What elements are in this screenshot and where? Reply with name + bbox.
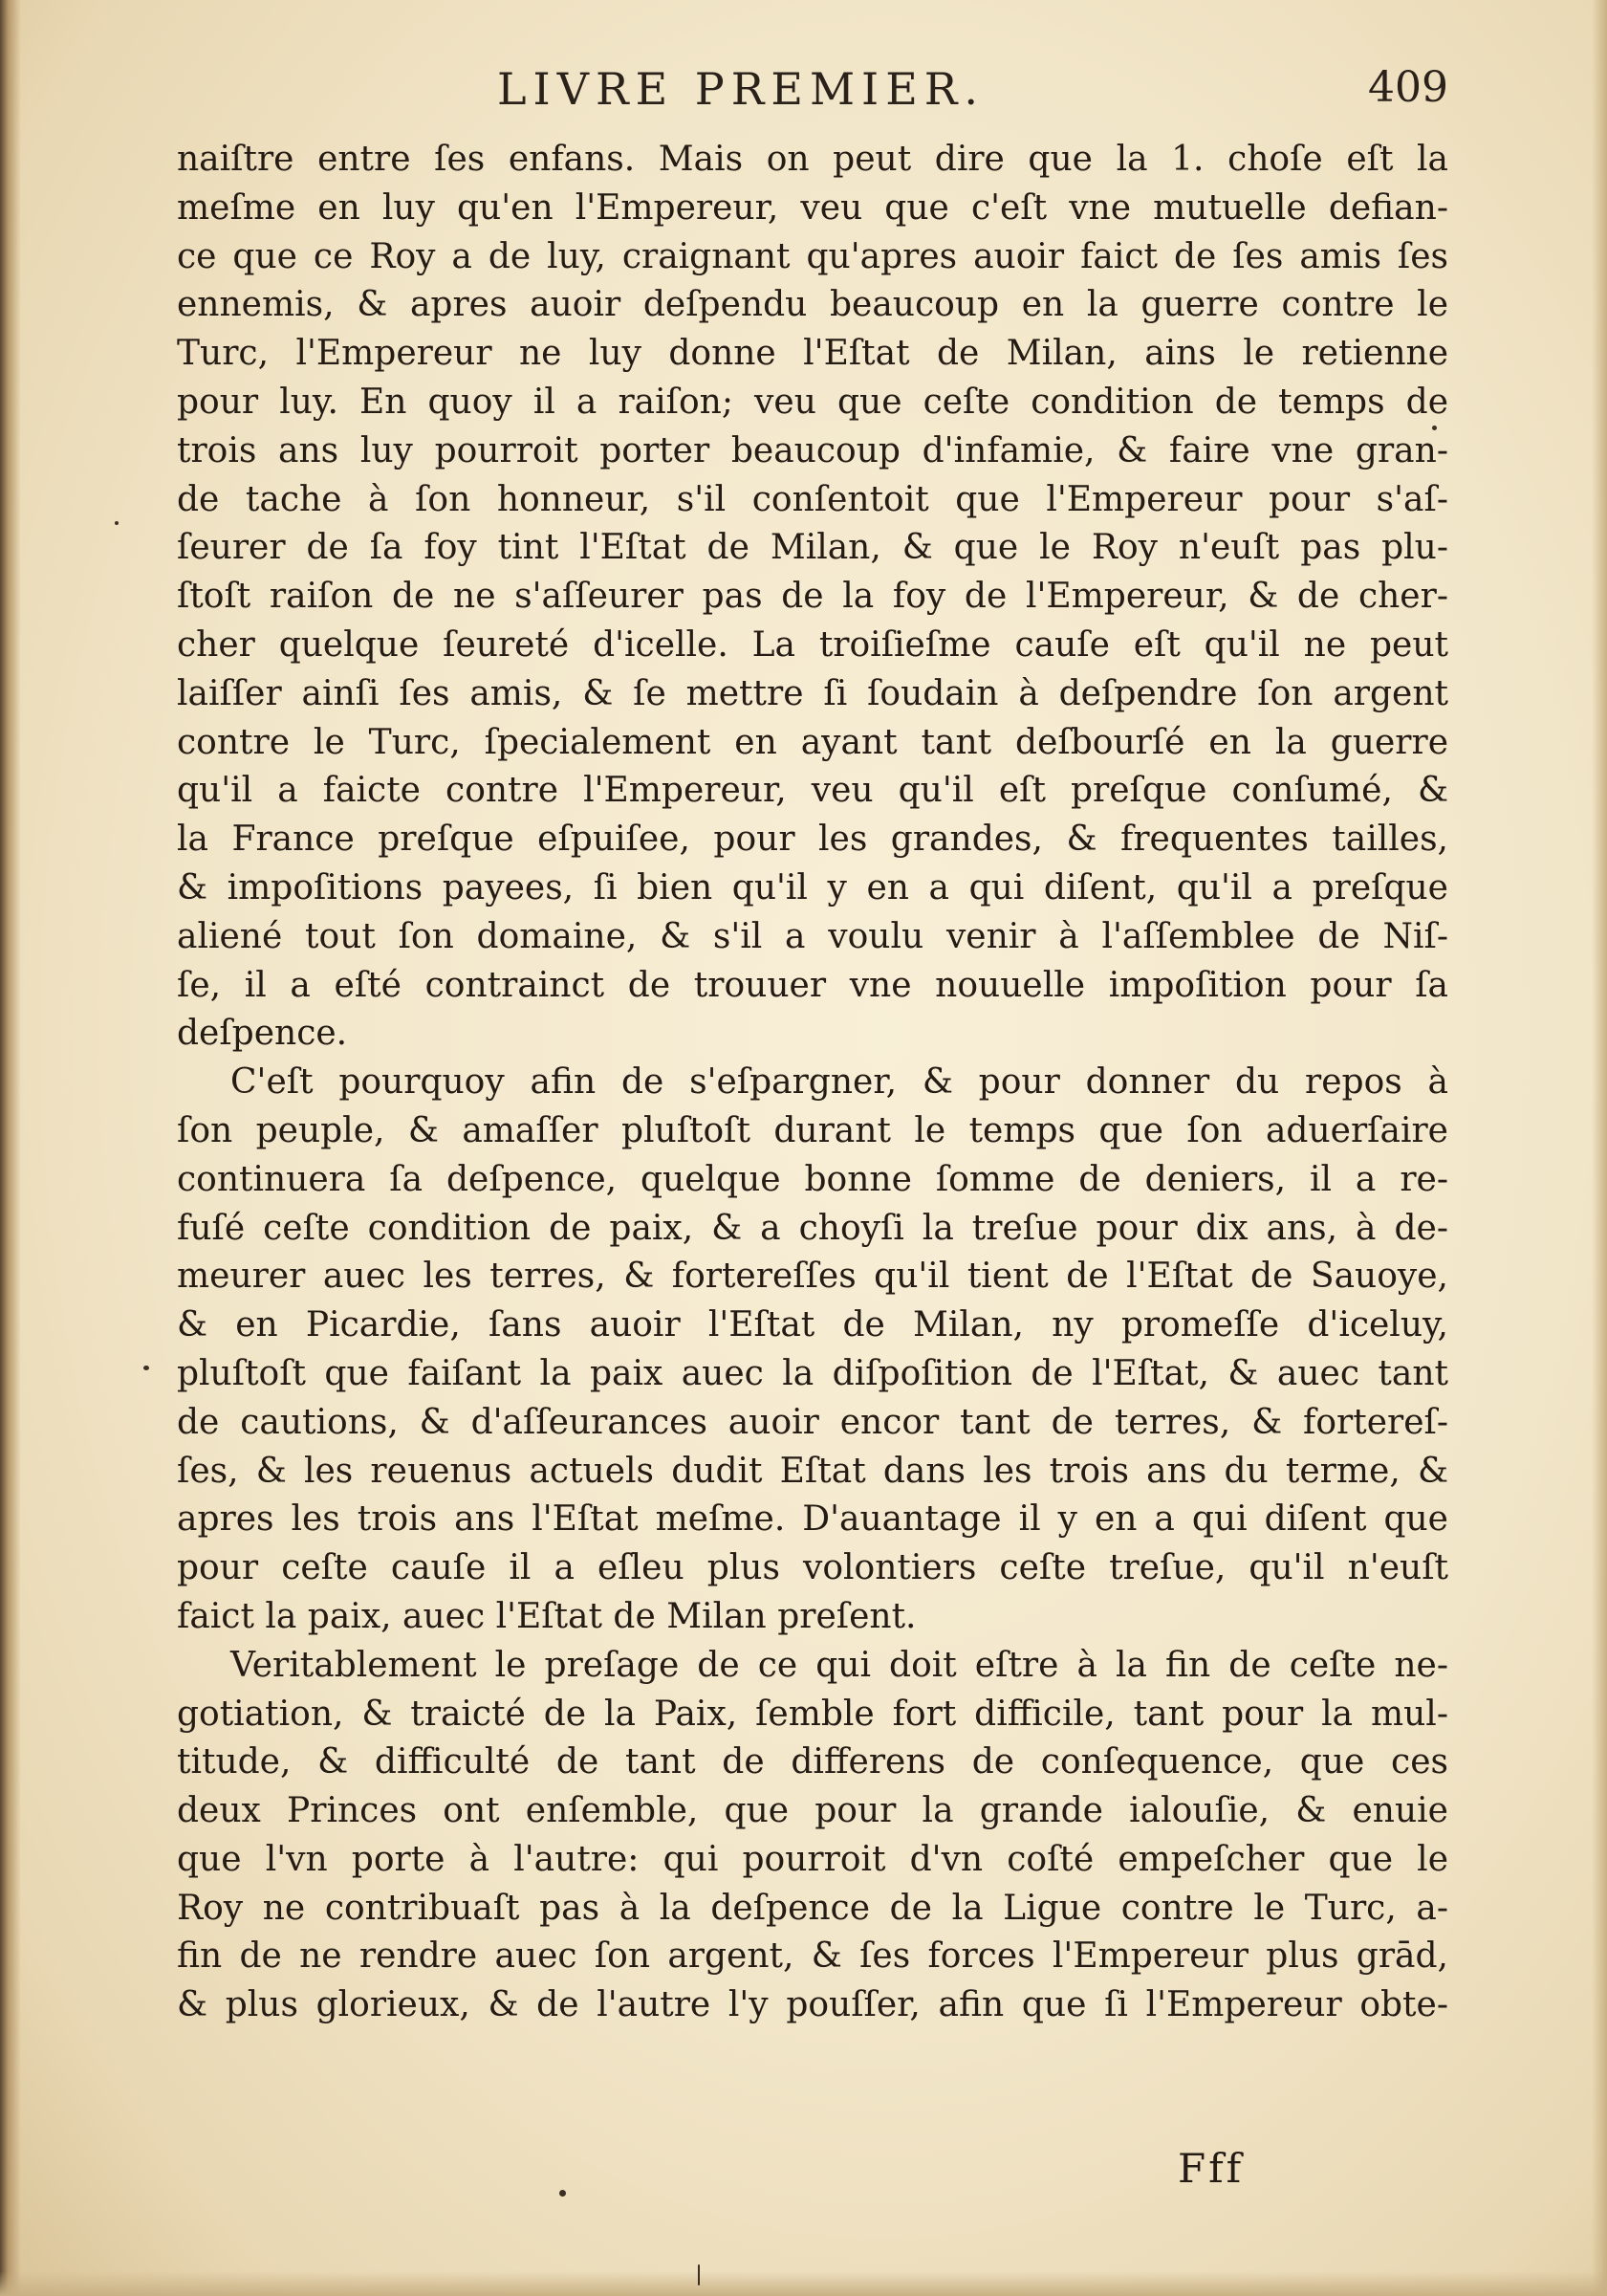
text-line: ſes, & les reuenus actuels dudit Eſtat dans les trois ans du terme, &	[177, 1451, 1448, 1491]
text-line: ſeurer de ſa foy tint l'Eſtat de Milan, & que le Roy n'euſt pas plu-	[177, 528, 1448, 568]
body-text	[177, 136, 1448, 2030]
text-line: continuera ſa deſpence, quelque bonne ſomme de deniers, il a re-	[177, 1159, 1448, 1199]
page-edge-right	[1592, 0, 1607, 2296]
text-line: la France preſque eſpuiſee, pour les grandes, & frequentes tailles,	[177, 820, 1448, 860]
page-edge-bottom	[0, 2271, 1607, 2296]
page-edge-left	[0, 0, 21, 2296]
text-line: & plus glorieux, & de l'autre l'y pouſſer, afin que ſi l'Empereur obte-	[177, 1985, 1448, 2025]
page-header	[177, 59, 1448, 126]
text-line: meſme en luy qu'en l'Empereur, veu que c'eſt vne mutuelle defian-	[177, 187, 1448, 228]
text-line: titude, & difficulté de tant de differens de conſequence, que ces	[177, 1742, 1448, 1782]
text-line: fuſé ceſte condition de paix, & a choyſi la treſue pour dix ans, à de-	[177, 1208, 1448, 1248]
text-line: fin de ne rendre auec ſon argent, & ſes forces l'Empereur plus grād,	[177, 1936, 1448, 1977]
text-line: de tache à ſon honneur, s'il conſentoit que l'Empereur pour s'aſ-	[177, 479, 1448, 519]
text-line: ennemis, & apres auoir deſpendu beaucoup en la guerre contre le	[177, 285, 1448, 325]
text-line: aliené tout ſon domaine, & s'il a voulu venir à l'aſſemblee de Niſ-	[177, 916, 1448, 956]
ink-speck	[559, 2190, 566, 2197]
text-line: pluſtoſt que faiſant la paix auec la diſpoſition de l'Eſtat, & auec tant	[177, 1353, 1448, 1393]
signature-mark: Fff	[1178, 2145, 1245, 2192]
text-line: Roy ne contribuaſt pas à la deſpence de la Ligue contre le Turc, a-	[177, 1888, 1448, 1928]
text-line: de cautions, & d'aſſeurances auoir encor tant de terres, & fortereſ-	[177, 1402, 1448, 1442]
text-line: ce que ce Roy a de luy, craignant qu'apres auoir faict de ſes amis ſes	[177, 236, 1448, 276]
running-head: LIVRE PREMIER.	[497, 63, 986, 115]
ink-speck	[1432, 426, 1437, 430]
text-line: pour ceſte cauſe il a eſleu plus volontiers ceſte treſue, qu'il n'euſt	[177, 1548, 1448, 1588]
text-line: deux Princes ont enſemble, que pour la grande ialouſie, & enuie	[177, 1791, 1448, 1831]
text-line: C'eſt pourquoy afin de s'eſpargner, & pour donner du repos à	[230, 1062, 1448, 1103]
text-line: Turc, l'Empereur ne luy donne l'Eſtat de Milan, ains le retienne	[177, 334, 1448, 374]
text-line: gotiation, & traicté de la Paix, ſemble fort difficile, tant pour la mul-	[177, 1694, 1448, 1734]
text-line: laiſſer ainſi ſes amis, & ſe mettre ſi ſoudain à deſpendre ſon argent	[177, 673, 1448, 713]
text-line: que l'vn porte à l'autre: qui pourroit d'vn coſté empeſcher que le	[177, 1839, 1448, 1879]
text-line: contre le Turc, ſpecialement en ayant tant deſbourſé en la guerre	[177, 722, 1448, 762]
text-line: faict la paix, auec l'Eſtat de Milan preſent.	[177, 1596, 917, 1636]
text-line: & impoſitions payees, ſi bien qu'il y en a qui diſent, qu'il a preſque	[177, 867, 1448, 907]
text-line: apres les trois ans l'Eſtat meſme. D'auantage il y en a qui diſent que	[177, 1499, 1448, 1540]
text-line: qu'il a faicte contre l'Empereur, veu qu'il eſt preſque conſumé, &	[177, 771, 1448, 811]
text-line: pour luy. En quoy il a raiſon; veu que ceſte condition de temps de	[177, 382, 1448, 422]
page-number: 409	[1368, 63, 1448, 112]
text-line: ſe, il a eſté contrainct de trouuer vne nouuelle impoſition pour ſa	[177, 965, 1448, 1005]
text-line: ſon peuple, & amaſſer pluſtoſt durant le temps que ſon aduerſaire	[177, 1110, 1448, 1150]
ink-speck	[115, 521, 119, 525]
text-line: Veritablement le preſage de ce qui doit eſtre à la fin de ceſte ne-	[230, 1645, 1448, 1685]
text-line: meurer auec les terres, & fortereſſes qu'il tient de l'Eſtat de Sauoye,	[177, 1257, 1448, 1297]
text-line: cher quelque ſeureté d'icelle. La troiſieſme cauſe eſt qu'il ne peut	[177, 624, 1448, 665]
ink-speck	[143, 1366, 149, 1370]
ink-speck	[698, 2264, 700, 2285]
text-line: ſtoſt raiſon de ne s'aſſeurer pas de la foy de l'Empereur, & de cher-	[177, 577, 1448, 617]
text-line: trois ans luy pourroit porter beaucoup d'infamie, & faire vne gran-	[177, 430, 1448, 470]
text-line: naiſtre entre ſes enfans. Mais on peut dire que la 1. choſe eſt la	[177, 140, 1448, 179]
text-line: deſpence.	[177, 1014, 348, 1054]
text-line: & en Picardie, ſans auoir l'Eſtat de Milan, ny promeſſe d'iceluy,	[177, 1305, 1448, 1345]
